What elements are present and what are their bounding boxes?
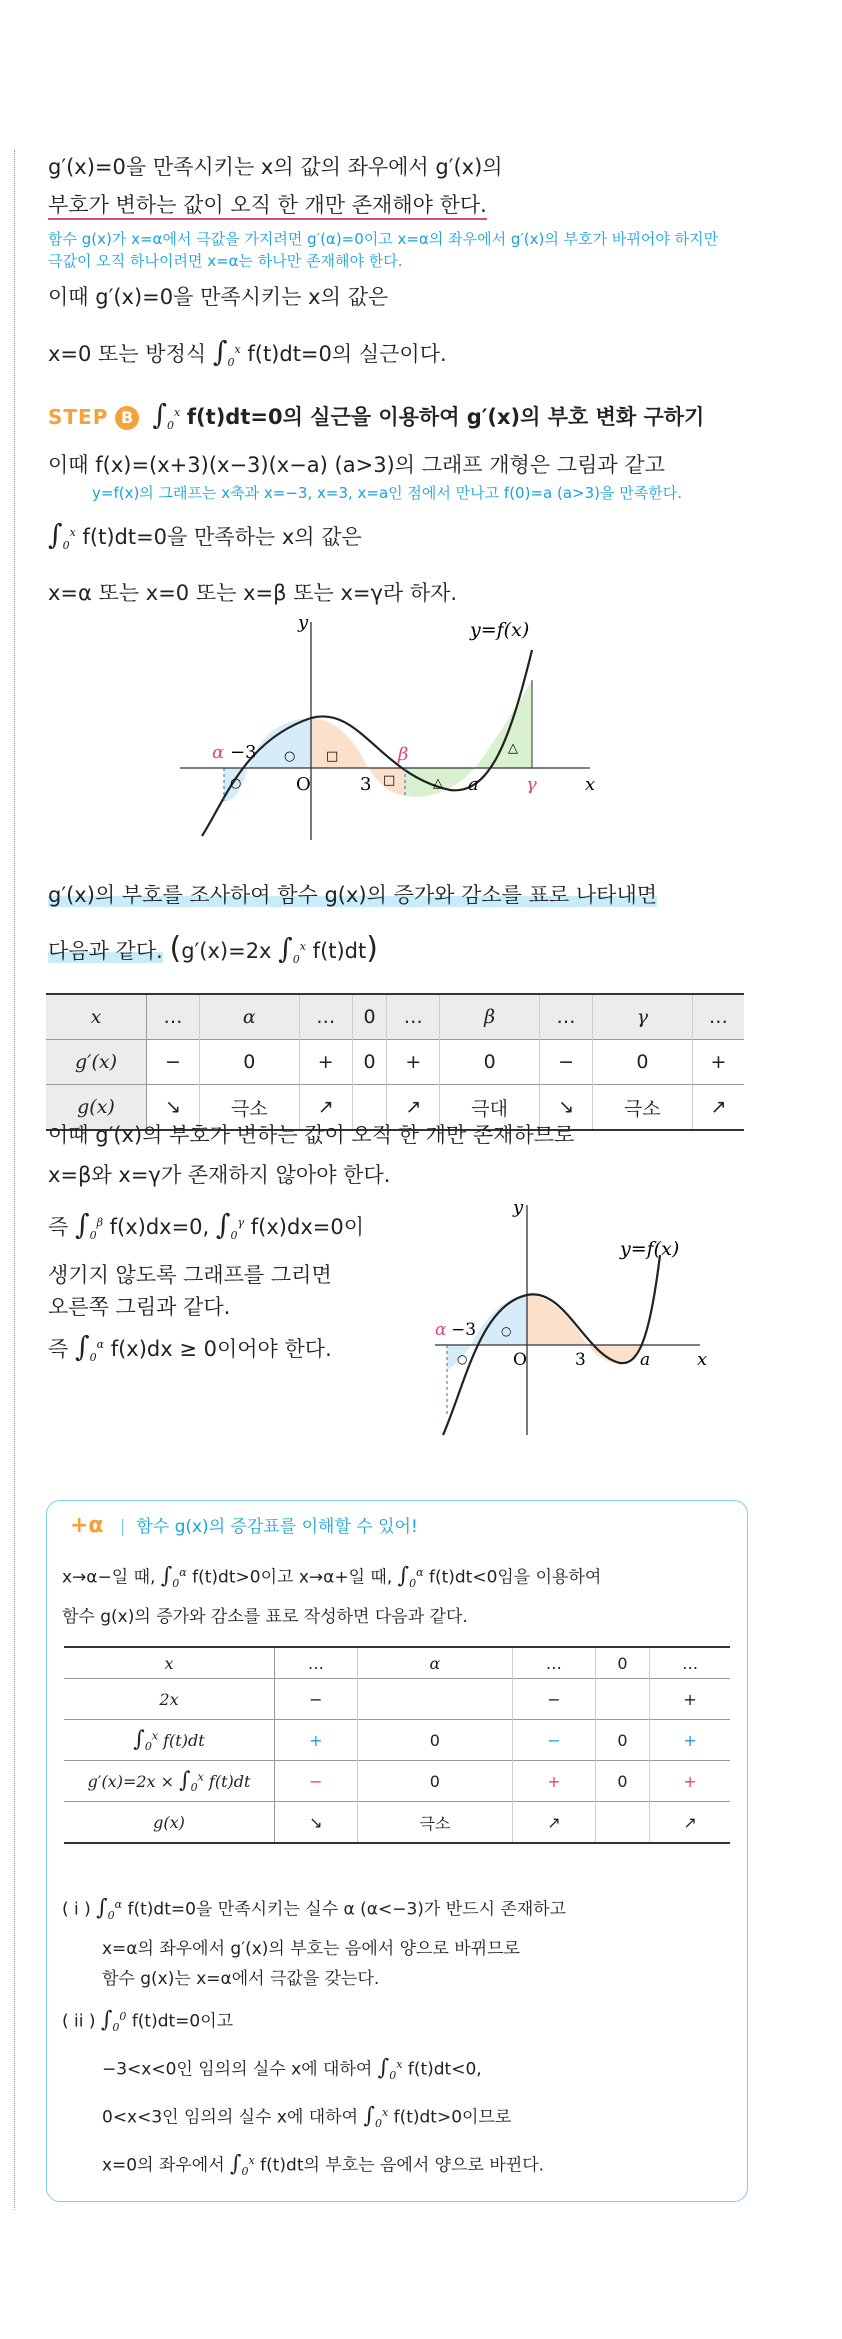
sign-line-1: g′(x)의 부호를 조사하여 함수 g(x)의 증가와 감소를 표로 나타내면 <box>48 883 658 907</box>
tick-beta: β <box>398 744 409 765</box>
x-label: x <box>697 1349 708 1370</box>
concl-line-2: x=β와 x=γ가 존재하지 않아야 한다. <box>48 1163 391 1187</box>
mark-square-1: □ <box>326 749 339 764</box>
table-row: x … α … 0 … β … γ … <box>46 994 744 1040</box>
table-row: $g'(x)=2x \times \int_0^x$ f(t)dt − 0 + 0 + <box>64 1761 730 1802</box>
tick-3: 3 <box>575 1350 586 1370</box>
sign-line-2: 다음과 같다. (g′(x)=2x $\int_0^x$ f(t)dt) <box>48 931 378 967</box>
intro-line-1: g′(x)=0을 만족시키는 x의 값의 좌우에서 g′(x)의 <box>48 155 503 179</box>
tick-alpha: α <box>212 742 225 763</box>
tip-i-1: ( i ) $\int_0^\alpha$ f(t)dt=0을 만족시키는 실수 α (α<−3)가 반드시 존재하고 <box>62 1895 567 1923</box>
table-row: 2x − − + <box>64 1679 730 1720</box>
step-b-heading: STEP B $\int_0^x$ f(t)dt=0의 실근을 이용하여 g′(x)의 부호 변화 구하기 <box>48 398 705 433</box>
tip-table <box>64 1646 730 1844</box>
region-left <box>248 718 311 768</box>
step-line-2: $\int_0^x$ f(t)dt=0을 만족하는 x의 값은 <box>48 518 362 553</box>
mark-circle-2: ○ <box>501 1324 512 1338</box>
table-row: g(x) ↘ 극소 ↗ ↗ 극대 ↘ 극소 ↗ <box>46 1085 744 1131</box>
tip-line-1: x→α−일 때, $\int_0^\alpha$ f(t)dt>0이고 x→α+일 때, $\int_0^\alpha$ f(t)dt<0임을 이용하여 <box>62 1563 602 1591</box>
step-badge: B <box>115 406 139 430</box>
intro-line-3: 이때 g′(x)=0을 만족시키는 x의 값은 <box>48 285 389 309</box>
tip-ii-4: x=0의 좌우에서 $\int_0^x$ f(t)dt의 부호는 음에서 양으로 바뀐다. <box>102 2151 545 2179</box>
tick-3: 3 <box>360 774 372 795</box>
intro-note-1: 함수 g(x)가 x=α에서 극값을 가지려면 g′(α)=0이고 x=α의 좌우에서 g′(x)의 부호가 바뀌어야 하지만 <box>48 230 719 248</box>
table-row: g′(x) − 0 + 0 + 0 − 0 + <box>46 1040 744 1085</box>
tick-alpha: α <box>435 1320 447 1340</box>
margin-dotted-line <box>14 150 15 2210</box>
step-line-1: 이때 f(x)=(x+3)(x−3)(x−a) (a>3)의 그래프 개형은 그림과 같고 <box>48 453 665 477</box>
concl-line-4: 생기지 않도록 그래프를 그리면 <box>48 1263 332 1287</box>
curve-label: y=f(x) <box>620 1238 680 1260</box>
mark-triangle-2: △ <box>508 741 518 756</box>
concl-line-1: 이때 g′(x)의 부호가 변하는 값이 오직 한 개만 존재하므로 <box>48 1123 575 1147</box>
concl-line-3: 즉 $\int_0^\beta$ f(x)dx=0, $\int_0^\gamma$ f(x)dx=0이 <box>48 1208 364 1243</box>
step-line-3: x=α 또는 x=0 또는 x=β 또는 x=γ라 하자. <box>48 581 458 605</box>
intro-note-2: 극값이 오직 하나이려면 x=α는 하나만 존재해야 한다. <box>48 252 403 270</box>
region-right-top <box>311 718 368 768</box>
tip-ii-2: −3<x<0인 임의의 실수 x에 대하여 $\int_0^x$ f(t)dt<0, <box>102 2055 482 2083</box>
mark-circle-1: ○ <box>457 1352 468 1366</box>
tick-origin: O <box>513 1350 527 1370</box>
tip-i-3: 함수 g(x)는 x=α에서 극값을 갖는다. <box>102 1969 380 1989</box>
tip-i-2: x=α의 좌우에서 g′(x)의 부호는 음에서 양으로 바뀌므로 <box>102 1939 520 1959</box>
tick-a: a <box>640 1350 651 1370</box>
region-a-gamma <box>475 680 532 768</box>
mark-circle-1: ○ <box>230 776 242 791</box>
tip-ii-1: ( ii ) $\int_0^0$ f(t)dt=0이고 <box>62 2007 234 2035</box>
concl-line-5: 오른쪽 그림과 같다. <box>48 1295 231 1319</box>
tip-ii-3: 0<x<3인 임의의 실수 x에 대하여 $\int_0^x$ f(t)dt>0이므로 <box>102 2103 512 2131</box>
tip-line-2: 함수 g(x)의 증가와 감소를 표로 작성하면 다음과 같다. <box>62 1607 468 1627</box>
tip-header: +α | 함수 g(x)의 증감표를 이해할 수 있어! <box>70 1513 418 1538</box>
graph-2 <box>425 1195 725 1445</box>
tick-gamma: γ <box>526 774 537 795</box>
intro-line-2: 부호가 변하는 값이 오직 한 개만 존재해야 한다. <box>48 193 487 220</box>
table-row: x … α … 0 … <box>64 1647 730 1679</box>
concl-line-6: 즉 $\int_0^\alpha$ f(x)dx ≥ 0이어야 한다. <box>48 1330 332 1365</box>
curve-label: y=f(x) <box>470 619 530 641</box>
tick-origin: O <box>296 774 311 795</box>
table-row: $\int_0^x$ f(t)dt + 0 − 0 + <box>64 1720 730 1761</box>
table-row: g(x) ↘ 극소 ↗ ↗ <box>64 1802 730 1844</box>
y-label: y <box>298 612 309 633</box>
mark-circle-2: ○ <box>284 749 296 764</box>
step-note: y=f(x)의 그래프는 x축과 x=−3, x=3, x=a인 점에서 만나고 f(0)=a (a>3)을 만족한다. <box>92 484 682 502</box>
intro-line-4: x=0 또는 방정식 $\int_0^x$ f(t)dt=0의 실근이다. <box>48 335 447 370</box>
mark-square-2: □ <box>383 773 396 788</box>
tick-a: a <box>468 774 479 795</box>
tick-neg3: −3 <box>230 742 257 763</box>
x-label: x <box>585 774 596 795</box>
graph-1 <box>170 600 630 850</box>
mark-triangle-1: △ <box>433 776 443 791</box>
tip-tag: +α <box>70 1513 104 1538</box>
tip-title: 함수 g(x)의 증감표를 이해할 수 있어! <box>136 1517 418 1537</box>
y-label: y <box>513 1197 524 1218</box>
sign-table <box>46 993 744 1131</box>
tick-neg3: −3 <box>451 1320 477 1340</box>
